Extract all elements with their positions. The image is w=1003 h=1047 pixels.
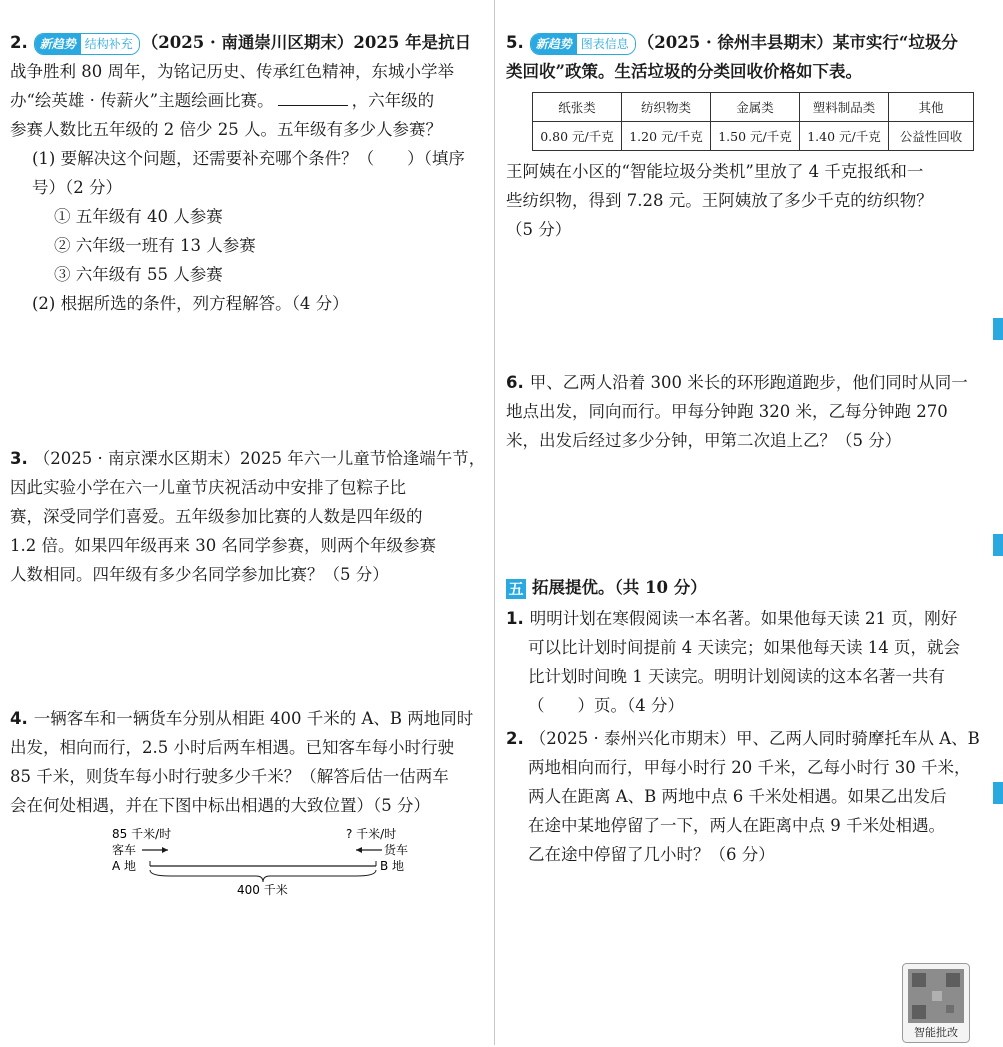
left-vehicle-label: 客车	[112, 843, 137, 857]
sub-question: (1) 要解决这个问题，还需要补充哪个条件？（ ）（填序	[32, 149, 465, 168]
question-text: 1.2 倍。如果四年级再来 30 名同学参赛，则两个年级参赛	[10, 536, 436, 555]
section-title: 拓展提优。（共 10 分）	[532, 578, 707, 597]
question-text: 85 千米，则货车每小时行驶多少千米？（解答后估一估两车	[10, 767, 449, 786]
question-text: 明明计划在寒假阅读一本名著。如果他每天读 21 页，刚好	[529, 609, 958, 628]
question-text: （ ）页。（4 分）	[528, 696, 684, 715]
left-arrowhead-icon	[356, 847, 362, 853]
edge-tab	[993, 534, 1003, 556]
question-text: 类回收”政策。生活垃圾的分类回收价格如下表。	[506, 62, 862, 81]
table-header: 其他	[889, 93, 974, 122]
stamp-label: 智能批改	[914, 1026, 958, 1039]
question-number: 6.	[506, 373, 524, 392]
meeting-diagram	[110, 826, 410, 896]
sub-question: (2) 根据所选的条件，列方程解答。（4 分）	[32, 294, 349, 313]
question-text: 两地相向而行，甲每小时行 20 千米，乙每小时行 30 千米，	[528, 758, 971, 777]
section-5-heading	[506, 573, 976, 602]
trend-badge: 新趋势 图表信息	[530, 33, 636, 55]
left-speed-label: 85 千米/时	[112, 827, 172, 841]
question-number: 2.	[10, 33, 28, 52]
question-text: 赛，深受同学们喜爱。五年级参加比赛的人数是四年级的	[10, 507, 423, 526]
table-header: 纸张类	[533, 93, 622, 122]
question-text: 两人在距离 A、B 两地中点 6 千米处相遇。如果乙出发后	[528, 787, 947, 806]
question-text: （5 分）	[506, 220, 572, 239]
smart-grading-stamp[interactable]	[902, 963, 970, 1043]
table-cell: 1.50 元/千克	[711, 122, 800, 151]
question-5	[506, 28, 976, 244]
table-cell: 0.80 元/千克	[533, 122, 622, 151]
edge-tab	[993, 318, 1003, 340]
trend-badge: 新趋势 结构补充	[34, 33, 140, 55]
question-text: 办“绘英雄 · 传薪火”主题绘画比赛。	[10, 91, 274, 110]
question-text: 战争胜利 80 周年，为铭记历史、传承红色精神，东城小学举	[10, 62, 454, 81]
right-vehicle-label: 货车	[384, 843, 409, 857]
question-text: （2025 · 南京溧水区期末）2025 年六一儿童节恰逢端午节，	[33, 449, 486, 468]
option-1: ① 五年级有 40 人参赛	[54, 207, 223, 226]
question-text: 甲、乙两人沿着 300 米长的环形跑道跑步，他们同时从同一	[529, 373, 968, 392]
extension-question-1	[506, 604, 976, 720]
question-text: 因此实验小学在六一儿童节庆祝活动中安排了包粽子比	[10, 478, 406, 497]
extension-question-2	[506, 724, 980, 869]
question-text: 米，出发后经过多少分钟，甲第二次追上乙？（5 分）	[506, 431, 902, 450]
column-divider	[494, 0, 495, 1045]
table-cell: 1.40 元/千克	[800, 122, 889, 151]
question-number: 5.	[506, 33, 524, 52]
question-text: 会在何处相遇，并在下图中标出相遇的大致位置）（5 分）	[10, 796, 430, 815]
question-text: 比计划时间晚 1 天读完。明明计划阅读的这本名著一共有	[528, 667, 945, 686]
question-number: 4.	[10, 709, 28, 728]
option-2: ② 六年级一班有 13 人参赛	[54, 236, 256, 255]
table-cell: 公益性回收	[889, 122, 974, 151]
question-4	[10, 704, 486, 896]
option-3: ③ 六年级有 55 人参赛	[54, 265, 223, 284]
question-3	[10, 444, 486, 589]
question-text: 参赛人数比五年级的 2 倍少 25 人。五年级有多少人参赛？	[10, 120, 442, 139]
question-text: 在途中某地停留了一下，两人在距离中点 9 千米处相遇。	[528, 816, 945, 835]
question-6	[506, 368, 976, 455]
question-text: 王阿姨在小区的“智能垃圾分类机”里放了 4 千克报纸和一	[506, 162, 924, 181]
right-speed-label: ? 千米/时	[346, 827, 397, 841]
table-cell: 1.20 元/千克	[622, 122, 711, 151]
question-text: （2025 · 徐州丰县期末）某市实行“垃圾分	[637, 33, 958, 52]
right-arrowhead-icon	[162, 847, 168, 853]
question-text: ，六年级的	[351, 91, 435, 110]
table-header: 塑料制品类	[800, 93, 889, 122]
question-text: 地点出发，同向而行。甲每分钟跑 320 米，乙每分钟跑 270	[506, 402, 948, 421]
question-text: 些纺织物，得到 7.28 元。王阿姨放了多少千克的纺织物？	[506, 191, 933, 210]
recycle-price-table	[532, 92, 974, 151]
question-number: 2.	[506, 729, 524, 748]
point-b-label: B 地	[380, 859, 405, 873]
section-number-tag: 五	[506, 579, 526, 599]
question-number: 1.	[506, 609, 524, 628]
edge-tab	[993, 782, 1003, 804]
distance-label: 400 千米	[237, 883, 288, 896]
question-text: 出发，相向而行，2.5 小时后两车相遇。已知客车每小时行驶	[10, 738, 454, 757]
question-text: 一辆客车和一辆货车分别从相距 400 千米的 A、B 两地同时	[33, 709, 474, 728]
question-text: 乙在途中停留了几小时？（6 分）	[528, 845, 775, 864]
question-2	[10, 28, 486, 318]
question-text: （2025 · 南通崇川区期末）2025 年是抗日	[141, 33, 472, 52]
table-header: 金属类	[711, 93, 800, 122]
point-a-label: A 地	[112, 859, 137, 873]
sub-question: 号）（2 分）	[32, 178, 122, 197]
table-row	[533, 122, 974, 151]
answer-blank[interactable]	[278, 91, 348, 106]
question-text: 可以比计划时间提前 4 天读完；如果他每天读 14 页，就会	[528, 638, 960, 657]
question-text: 人数相同。四年级有多少名同学参加比赛？（5 分）	[10, 565, 389, 584]
table-header-row	[533, 93, 974, 122]
distance-brace	[150, 870, 376, 882]
question-text: （2025 · 泰州兴化市期末）甲、乙两人同时骑摩托车从 A、B	[529, 729, 980, 748]
table-header: 纺织物类	[622, 93, 711, 122]
question-number: 3.	[10, 449, 28, 468]
